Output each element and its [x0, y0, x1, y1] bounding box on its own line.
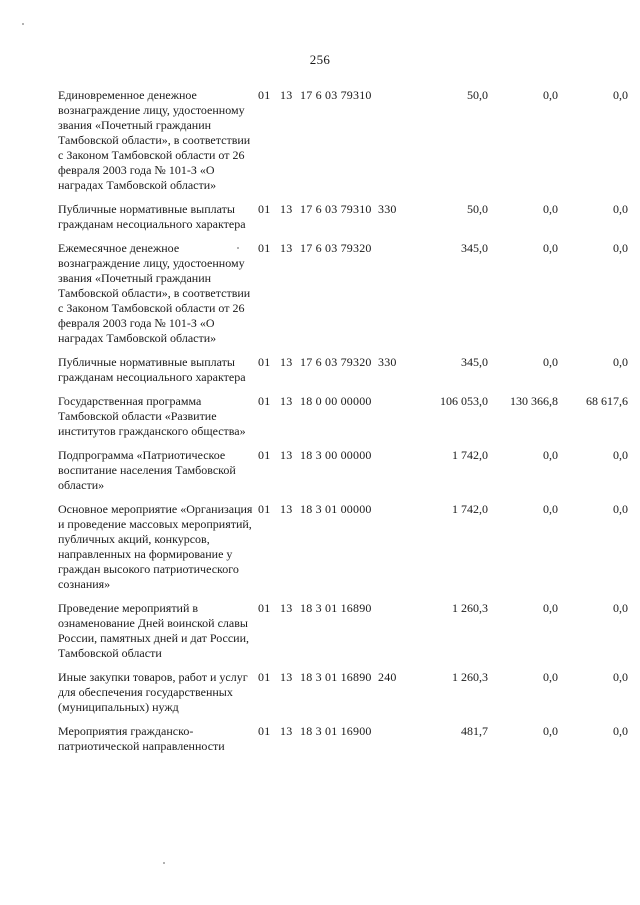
row-name: Единовременное денежное вознаграждение лицу, удостоенному звания «Почетный гражданин Тамбовской области», в соответствии с Законом Тамбовской области от 26 февраля 2003 года № 101-З «О наградах Тамбовской области» [58, 88, 251, 192]
amount-year-1: 1 742,0 [452, 448, 488, 462]
target-article-code: 18 3 00 00000 [300, 448, 372, 462]
subsection-code: 13 [280, 601, 293, 615]
section-code: 01 [258, 355, 271, 369]
subsection-code: 13 [280, 202, 293, 216]
amount-year-3: 0,0 [613, 355, 628, 369]
table-row [58, 355, 628, 394]
amount-year-3: 0,0 [613, 88, 628, 102]
target-article-code: 17 6 03 79320 [300, 241, 372, 255]
expense-type-code [378, 88, 408, 202]
amount-year-1: 1 742,0 [452, 502, 488, 516]
budget-table [58, 88, 628, 763]
budget-table-body [58, 88, 628, 763]
expense-type-code [378, 394, 408, 448]
amount-year-1: 1 260,3 [452, 670, 488, 684]
amount-year-3: 0,0 [613, 502, 628, 516]
expense-type-code: 330 [378, 355, 397, 369]
table-row [58, 88, 628, 202]
amount-year-3: 0,0 [613, 601, 628, 615]
subsection-code: 13 [280, 355, 293, 369]
section-code: 01 [258, 670, 271, 684]
amount-year-1: 345,0 [461, 355, 488, 369]
amount-year-3: 0,0 [613, 241, 628, 255]
amount-year-1: 345,0 [461, 241, 488, 255]
amount-year-3: 68 617,6 [586, 394, 628, 408]
target-article-code: 18 3 01 16900 [300, 724, 372, 738]
row-name: Публичные нормативные выплаты гражданам несоциального характера [58, 355, 246, 384]
budget-table-wrapper [58, 88, 628, 763]
table-row [58, 448, 628, 502]
table-row [58, 724, 628, 763]
section-code: 01 [258, 601, 271, 615]
section-code: 01 [258, 202, 271, 216]
target-article-code: 18 3 01 16890 [300, 601, 372, 615]
amount-year-1: 1 260,3 [452, 601, 488, 615]
section-code: 01 [258, 88, 271, 102]
amount-year-2: 0,0 [543, 502, 558, 516]
row-name: Публичные нормативные выплаты гражданам несоциального характера [58, 202, 246, 231]
row-name: Государственная программа Тамбовской области «Развитие институтов гражданского общества» [58, 394, 246, 438]
scan-speck [22, 23, 24, 25]
amount-year-1: 50,0 [467, 202, 488, 216]
page-number: 256 [309, 52, 331, 67]
section-code: 01 [258, 241, 271, 255]
table-row [58, 394, 628, 448]
amount-year-2: 0,0 [543, 448, 558, 462]
amount-year-3: 0,0 [613, 448, 628, 462]
amount-year-1: 481,7 [461, 724, 488, 738]
row-name: Иные закупки товаров, работ и услуг для обеспечения государственных (муниципальных) нужд [58, 670, 248, 714]
expense-type-code [378, 724, 408, 763]
row-name: Основное мероприятие «Организация и проведение массовых мероприятий, публичных акций, конкурсов, направленных на формирование у граждан высокого патриотического сознания» [58, 502, 253, 591]
expense-type-code [378, 502, 408, 601]
table-row [58, 670, 628, 724]
amount-year-2: 0,0 [543, 241, 558, 255]
amount-year-1: 50,0 [467, 88, 488, 102]
expense-type-code [378, 241, 408, 355]
amount-year-2: 0,0 [543, 202, 558, 216]
amount-year-3: 0,0 [613, 724, 628, 738]
amount-year-2: 0,0 [543, 355, 558, 369]
table-row [58, 502, 628, 601]
row-name: Подпрограмма «Патриотическое воспитание населения Тамбовской области» [58, 448, 236, 492]
row-name: Мероприятия гражданско-патриотической направленности [58, 724, 225, 753]
subsection-code: 13 [280, 502, 293, 516]
section-code: 01 [258, 394, 271, 408]
target-article-code: 18 3 01 16890 [300, 670, 372, 684]
subsection-code: 13 [280, 670, 293, 684]
subsection-code: 13 [280, 448, 293, 462]
amount-year-2: 130 366,8 [510, 394, 558, 408]
target-article-code: 17 6 03 79310 [300, 88, 372, 102]
amount-year-1: 106 053,0 [440, 394, 488, 408]
subsection-code: 13 [280, 724, 293, 738]
section-code: 01 [258, 724, 271, 738]
section-code: 01 [258, 448, 271, 462]
subsection-code: 13 [280, 394, 293, 408]
row-name: Проведение мероприятий в ознаменование Дней воинской славы России, памятных дней и дат России, Тамбовской области [58, 601, 249, 660]
amount-year-2: 0,0 [543, 88, 558, 102]
expense-type-code [378, 448, 408, 502]
table-row [58, 241, 628, 355]
table-row [58, 202, 628, 241]
amount-year-2: 0,0 [543, 670, 558, 684]
target-article-code: 17 6 03 79310 [300, 202, 372, 216]
subsection-code: 13 [280, 88, 293, 102]
target-article-code: 18 0 00 00000 [300, 394, 372, 408]
subsection-code: 13 [280, 241, 293, 255]
expense-type-code: 240 [378, 670, 397, 684]
expense-type-code [378, 601, 408, 670]
section-code: 01 [258, 502, 271, 516]
scan-speck [163, 862, 165, 864]
amount-year-2: 0,0 [543, 601, 558, 615]
table-row [58, 601, 628, 670]
amount-year-3: 0,0 [613, 670, 628, 684]
target-article-code: 18 3 01 00000 [300, 502, 372, 516]
amount-year-2: 0,0 [543, 724, 558, 738]
row-name: Ежемесячное денежное вознаграждение лицу, удостоенному звания «Почетный гражданин Тамбовской области», в соответствии с Законом Тамбовской области от 26 февраля 2003 года № 101-З «О наградах Тамбовской области» [58, 241, 251, 345]
amount-year-3: 0,0 [613, 202, 628, 216]
expense-type-code: 330 [378, 202, 397, 216]
target-article-code: 17 6 03 79320 [300, 355, 372, 369]
scan-speck [237, 247, 239, 249]
